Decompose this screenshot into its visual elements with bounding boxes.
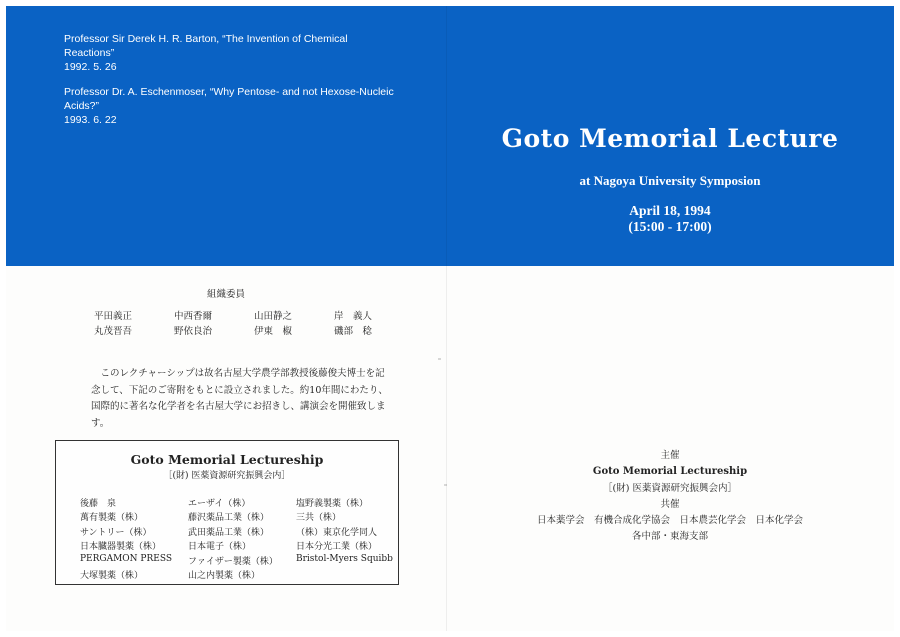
- lectureship-title: Goto Memorial Lectureship: [130, 452, 324, 467]
- committee-member: 山田静之: [254, 311, 293, 322]
- cosponsor-list: 日本薬学会 有機合成化学協会 日本農芸化学会 日本化学会: [536, 515, 803, 527]
- past-lecture-1: [64, 32, 394, 74]
- committee-member: 磯部 稔: [334, 326, 373, 337]
- sponsor-row: [80, 496, 400, 510]
- sponsor: Bristol-Myers Squibb: [296, 553, 393, 564]
- host-block: [446, 448, 894, 546]
- lecture-speaker-title: Professor Dr. A. Eschenmoser, “Why Pentose- and not Hexose-Nucleic Acids?”: [64, 86, 394, 112]
- sponsor: 武田薬品工業（株）: [188, 527, 270, 538]
- committee-row: [94, 308, 394, 323]
- event-date-block: [446, 203, 894, 235]
- past-lectures: [64, 32, 394, 138]
- committee-member: 平田義正: [94, 311, 133, 322]
- sponsor: エーザイ（株）: [188, 499, 251, 509]
- sponsor-list: [80, 496, 400, 582]
- event-subtitle: at Nagoya University Symposion: [579, 173, 761, 188]
- branch-list: 各中部・東海支部: [631, 531, 708, 543]
- sponsor: サントリー（株）: [80, 527, 152, 538]
- sponsor-row: [80, 568, 400, 582]
- sponsor: 後藤 泉: [80, 499, 117, 509]
- sponsor: 藤沢薬品工業（株）: [188, 513, 270, 524]
- lectureship-description: このレクチャーシップは故名古屋大学農学部教授後藤俊夫博士を記念して、下記のご寄附をもとに設立されました。約10年間にわたり、国際的に著名な化学者を名古屋大学にお招きし、講演会を開催致します。: [91, 368, 388, 429]
- lecture-date: 1993. 6. 22: [64, 114, 117, 126]
- sponsor-row: [80, 510, 400, 524]
- committee-member: 岸 義人: [334, 311, 373, 322]
- event-title-block: [446, 124, 894, 235]
- sponsor: 山之内製薬（株）: [188, 570, 261, 581]
- committee-heading: 組織委員: [206, 289, 245, 300]
- event-date: April 18, 1994: [629, 203, 711, 218]
- committee-members: [94, 308, 394, 338]
- cosponsor-label: 共催: [660, 498, 680, 510]
- sponsor-row: [80, 525, 400, 539]
- lectureship-org: ［(財) 医薬資源研究振興会内］: [163, 471, 291, 481]
- paper-speck: [444, 484, 447, 486]
- program-sheet: [6, 6, 894, 631]
- committee-member: 伊東 椒: [254, 326, 293, 337]
- committee-row: [94, 323, 394, 338]
- lectureship-sponsors-box: [55, 440, 399, 585]
- sponsor: 日本分光工業（株）: [296, 542, 378, 553]
- sponsor: 日本電子（株）: [188, 542, 252, 553]
- committee-member: 丸茂晋吾: [94, 326, 133, 337]
- sponsor: ファイザー製薬（株）: [188, 556, 278, 567]
- organizing-committee: [6, 286, 446, 337]
- past-lecture-2: [64, 85, 394, 127]
- organizer-name: Goto Memorial Lectureship: [592, 466, 748, 478]
- sponsor: 日本臓器製薬（株）: [80, 542, 162, 553]
- committee-member: 野依良治: [174, 326, 213, 337]
- organizer-org: ［(財) 医薬資源研究振興会内］: [603, 482, 737, 494]
- lecture-speaker-title: Professor Sir Derek H. R. Barton, “The Invention of Chemical Reactions”: [64, 33, 348, 59]
- sponsor: PERGAMON PRESS: [80, 553, 172, 564]
- event-title: Goto Memorial Lecture: [501, 124, 839, 153]
- sponsor-row: [80, 554, 400, 568]
- sponsor: 大塚製薬（株）: [80, 570, 144, 581]
- sponsor-row: [80, 539, 400, 553]
- committee-member: 中西香爾: [174, 311, 213, 322]
- sponsor: 塩野義製薬（株）: [296, 499, 369, 509]
- sponsor: 三共（株）: [296, 513, 342, 524]
- event-time: (15:00 - 17:00): [628, 219, 712, 234]
- organizer-label: 主催: [660, 450, 680, 461]
- sponsor: 萬有製薬（株）: [80, 513, 144, 524]
- sponsor: （株）東京化学同人: [296, 527, 378, 538]
- paper-speck: [438, 358, 441, 360]
- lecture-date: 1992. 5. 26: [64, 61, 117, 73]
